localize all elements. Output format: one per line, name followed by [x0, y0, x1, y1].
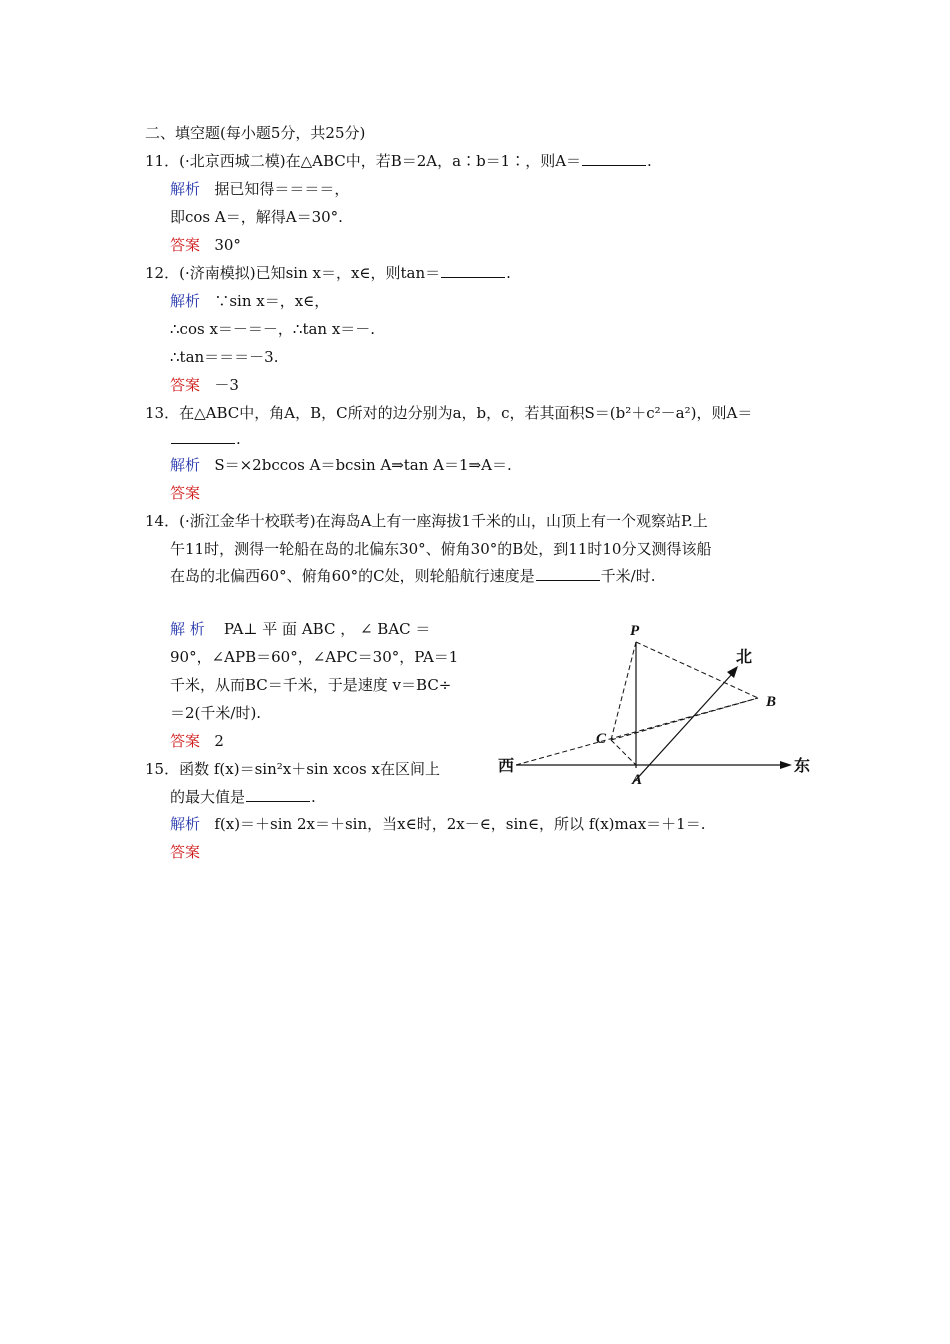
q14-line1: 在海岛A上有一座海拔1千米的山，山顶上有一个观察站P.上 [315, 512, 708, 530]
q14-answer [170, 732, 224, 750]
label-west: 西 [498, 756, 515, 775]
q12-blank [441, 264, 505, 278]
q11-source: (·北京西城二模) [179, 152, 286, 170]
label-b: B [766, 694, 777, 710]
q11-answer [170, 236, 241, 254]
q15-line2-text: 的最大值是 [170, 788, 246, 806]
q15-answer-label: 答案 [170, 843, 201, 861]
q15-solution [170, 815, 705, 833]
q15-blank [246, 788, 310, 802]
q12-solution [170, 292, 329, 310]
q14-number: 14． [145, 512, 180, 530]
q13-blank [171, 430, 235, 444]
q14-jiexi-label: 解 析 [170, 620, 205, 638]
q11-answer-label: 答案 [170, 236, 201, 254]
q15-end: . [311, 788, 316, 806]
q13-solution [170, 456, 512, 474]
question-13 [145, 404, 752, 422]
line-pc [611, 642, 636, 740]
q14-line2: 午11时，测得一轮船在岛的北偏东30°、俯角30°的B处，到11时10分又测得该船 [170, 540, 712, 558]
q12-jiexi-line1: ∵sin x＝，x∈， [214, 292, 330, 310]
q12-number: 12． [145, 264, 180, 282]
q11-jiexi-line1: 据已知得＝＝＝＝， [214, 180, 350, 198]
label-p: P [630, 623, 640, 639]
q12-answer-value: －3 [214, 376, 239, 394]
east-arrowhead [780, 761, 792, 769]
q11-jiexi-label: 解析 [170, 180, 201, 198]
q13-answer [170, 484, 214, 502]
q13-number: 13． [145, 404, 180, 422]
label-a: A [632, 772, 643, 788]
q12-source: (·济南模拟) [179, 264, 256, 282]
q13-end: . [236, 430, 241, 448]
q15-jiexi-line1: f(x)＝＋sin 2x＝＋sin，当x∈时，2x－∈，sin∈，所以 f(x)max＝＋1＝. [214, 815, 706, 833]
q12-answer [170, 376, 239, 394]
label-c: C [596, 731, 607, 747]
q12-answer-label: 答案 [170, 376, 201, 394]
q15-number: 15． [145, 760, 180, 778]
q12-jiexi-line3: ∴tan＝＝＝－3. [170, 348, 279, 366]
q11-jiexi-line2: 即cos A＝，解得A＝30°. [170, 208, 343, 226]
q14-jiexi-line1: PA⊥ 平 面 ABC ， ∠ BAC ＝ [223, 620, 431, 638]
q12-jiexi-label: 解析 [170, 292, 201, 310]
question-15 [145, 760, 440, 778]
q14-line3-a: 在岛的北偏西60°、俯角60°的C处，则轮船航行速度是 [170, 567, 535, 585]
q13-blank-line [170, 430, 241, 448]
q14-jiexi-line4: ＝2(千米/时). [170, 704, 262, 722]
q12-jiexi-line2: ∴cos x＝－＝－，∴tan x＝－. [170, 320, 376, 338]
q15-line1: 函数 f(x)＝sin²x＋sin xcos x在区间上 [179, 760, 440, 778]
q15-jiexi-label: 解析 [170, 815, 201, 833]
q14-answer-label: 答案 [170, 732, 201, 750]
q13-jiexi-line1: S＝×2bccos A＝bcsin A⇒tan A＝1⇒A＝. [214, 456, 512, 474]
question-11 [145, 152, 652, 170]
q11-blank [582, 152, 646, 166]
q11-solution [170, 180, 349, 198]
q14-blank [536, 567, 600, 581]
section-title: 二、填空题(每小题5分，共25分) [145, 124, 366, 142]
q14-jiexi-line2: 90°，∠APB＝60°，∠APC＝30°，PA＝1 [170, 648, 459, 666]
q14-answer-value: 2 [214, 732, 224, 750]
q12-text: 已知sin x＝，x∈，则tan＝ [255, 264, 441, 282]
q14-line3-b: 千米/时. [600, 567, 656, 585]
q13-text: 在△ABC中，角A，B，C所对的边分别为a，b，c，若其面积S＝(b²＋c²－a²)，则A＝ [179, 404, 753, 422]
q14-jiexi-line3: 千米，从而BC＝千米，于是速度 v＝BC÷ [170, 676, 452, 694]
q13-jiexi-label: 解析 [170, 456, 201, 474]
q12-end: . [506, 264, 511, 282]
question-14 [145, 512, 708, 530]
q13-answer-label: 答案 [170, 484, 201, 502]
q15-line2 [170, 788, 316, 806]
q11-text: 在△ABC中，若B＝2A，a∶b＝1∶，则A＝ [285, 152, 582, 170]
label-east: 东 [794, 756, 811, 775]
q14-line3 [170, 567, 655, 585]
line-ca [611, 740, 636, 765]
q15-answer [170, 843, 214, 861]
q11-answer-value: 30° [214, 236, 241, 254]
label-north: 北 [736, 647, 753, 666]
q11-number: 11． [145, 152, 180, 170]
q11-end: . [647, 152, 652, 170]
question-12 [145, 264, 511, 282]
geometry-figure [496, 618, 814, 794]
north-arrowhead [727, 666, 738, 678]
q14-solution [170, 620, 430, 638]
q14-source: (·浙江金华十校联考) [179, 512, 316, 530]
